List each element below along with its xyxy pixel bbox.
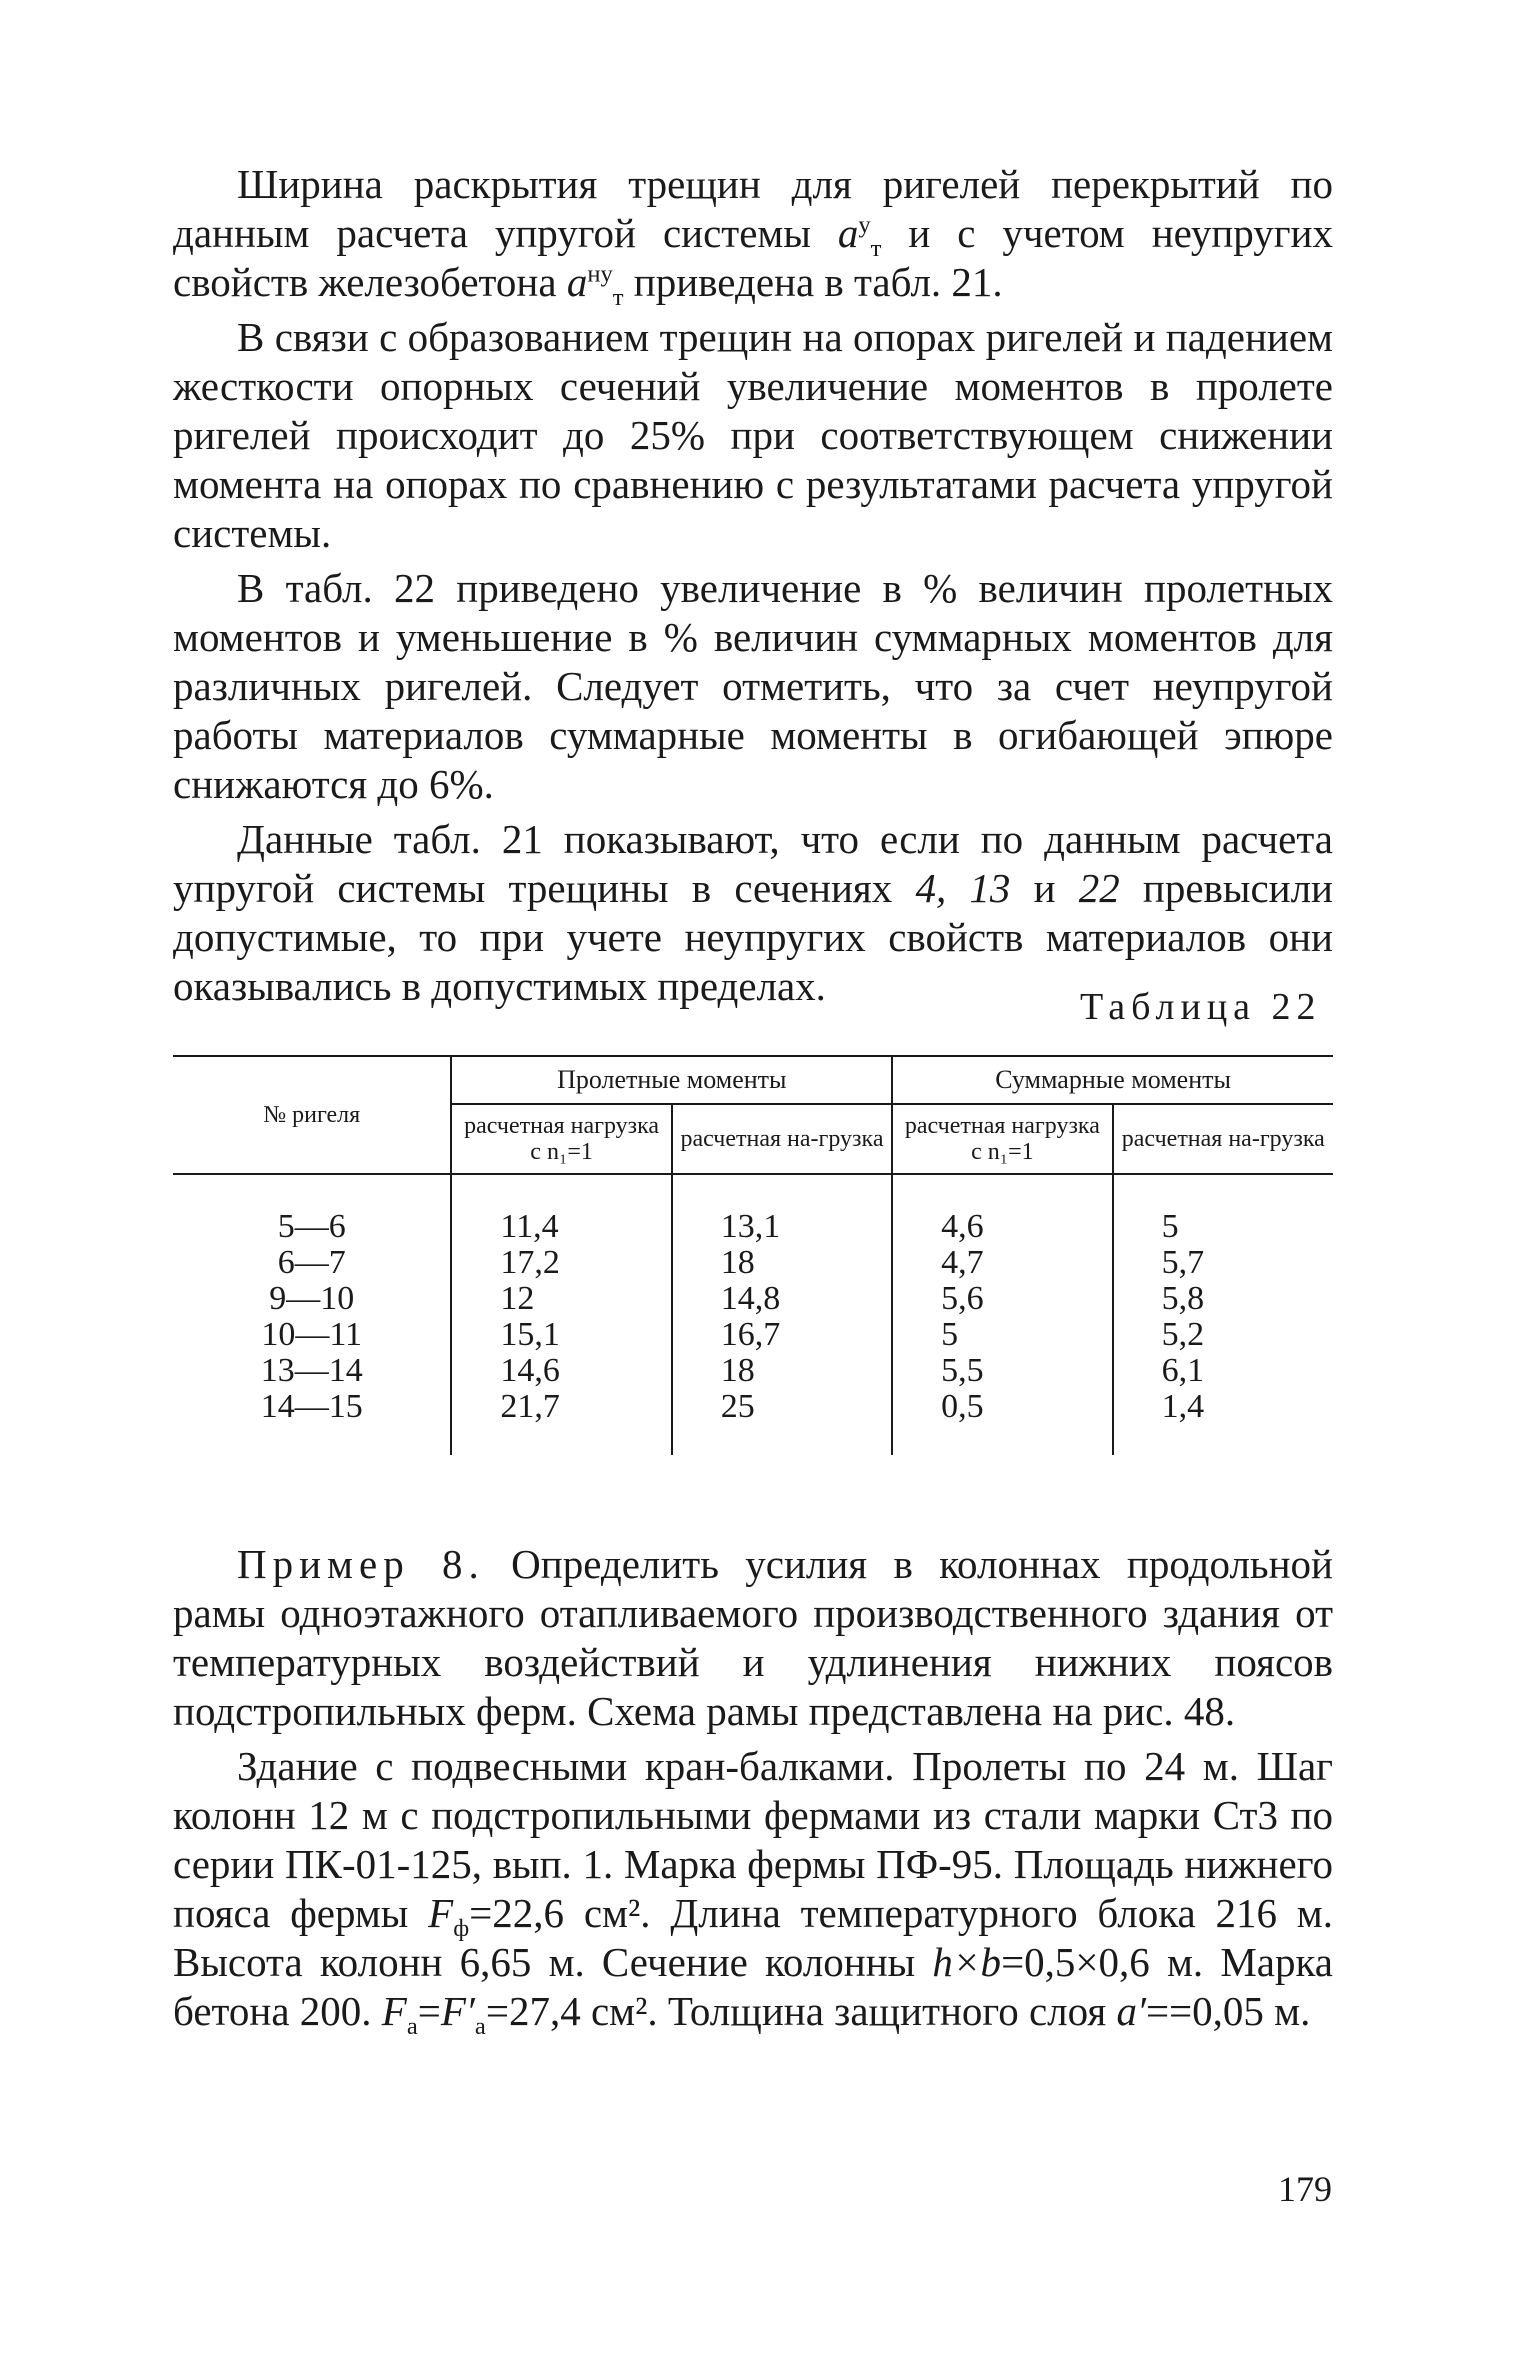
value-cell: 16,7 (672, 1317, 892, 1353)
value-cell: 5,5 (892, 1353, 1112, 1389)
data-table (173, 1055, 1333, 1455)
value-cell: 5,2 (1113, 1317, 1333, 1353)
row-label-cell: 5—6 (277, 1208, 346, 1245)
value-cell: 15,1 (451, 1317, 671, 1353)
table-row (173, 1174, 1333, 1245)
value-cell: 5,8 (1113, 1281, 1333, 1317)
header-sub-3: расчетная нагрузка с n₁=1 (892, 1104, 1112, 1174)
paragraph-3: В табл. 22 приведено увеличение в % величин пролетных моментов и уменьшение в % величин суммарных моментов для различных ригелей. Следует отметить, что за счет неупругой работы материалов суммарные моменты в огибающей эпюре снижаются до 6%. (173, 565, 1333, 807)
value-cell: 18 (672, 1245, 892, 1281)
value-cell: 14,8 (672, 1281, 892, 1317)
header-sub-1: расчетная нагрузка с n₁=1 (451, 1104, 671, 1174)
text-top (173, 160, 1333, 1011)
value-cell: 18 (672, 1353, 892, 1389)
paragraph-4: Данные табл. 21 показывают, что если по данным расчета упругой системы трещины в сечениях 4, 13 и 22 превысили допустимые, то при учете неупругих свойств материалов они оказывались в допустимых пределах. (173, 816, 1333, 1009)
row-label-cell: 14—15 (260, 1388, 363, 1425)
table-header-row-1 (173, 1056, 1333, 1104)
table-row (173, 1389, 1333, 1455)
value-cell: 25 (672, 1389, 892, 1455)
value-cell: 5 (892, 1317, 1112, 1353)
value-cell: 5,7 (1113, 1245, 1333, 1281)
header-sub-4: расчетная на-грузка (1113, 1104, 1333, 1174)
header-group-total-moments: Суммарные моменты (892, 1056, 1333, 1104)
value-cell: 14,6 (451, 1353, 671, 1389)
value-cell: 12 (451, 1281, 671, 1317)
page-number: 179 (1278, 2169, 1332, 2209)
paragraph-2: В связи с образованием трещин на опорах ригелей и падением жесткости опорных сечений увеличение моментов в пролете ригелей происходит до 25% при соответствующем снижении момента на опорах по сравнению с результатами расчета упругой системы. (173, 314, 1333, 556)
table-caption: Таблица 22 (1080, 986, 1322, 1028)
header-group-span-moments: Пролетные моменты (451, 1056, 892, 1104)
table-row (173, 1281, 1333, 1317)
value-cell: 1,4 (1113, 1389, 1333, 1455)
table-body (173, 1174, 1333, 1455)
value-cell: 0,5 (892, 1389, 1112, 1455)
example-lead: Пример 8. (237, 1541, 485, 1587)
row-label-cell: 13—14 (260, 1352, 363, 1389)
paragraph-1: Ширина раскрытия трещин для ригелей перекрытий по данным расчета упругой системы $a^у_т$ и с учетом неупругих свойств железобетона $a^{ну}_т$ приведена в табл. 21. (173, 161, 1333, 312)
value-cell: 17,2 (451, 1245, 671, 1281)
paragraph-5: Пример 8. Определить усилия в колоннах продольной рамы одноэтажного отапливаемого производственного здания от температурных воздействий и удлинения нижних поясов подстропильных ферм. Схема рамы представлена на рис. 48. (173, 1541, 1334, 1734)
value-cell: 5 (1113, 1174, 1333, 1245)
table-row (173, 1317, 1333, 1353)
table-row (173, 1245, 1333, 1281)
text-bottom (173, 1540, 1334, 2041)
row-label-cell: 10—11 (261, 1316, 363, 1353)
value-cell: 11,4 (451, 1174, 671, 1245)
row-label-cell: 9—10 (269, 1280, 355, 1317)
paragraph-6: Здание с подвесными кран-балками. Пролеты по 24 м. Шаг колонн 12 м с подстропильными фермами из стали марки Ст3 по серии ПК-01-125, вып. 1. Марка фермы ПФ-95. Площадь нижнего пояса фермы $F_ф=22,6$ см². Длина температурного блока 216 м. Высота колонн 6,65 м. Сечение колонны h×b=0,5×0,6 м. Марка бетона 200. $F_а=F'_а=27,4$ см². Толщина защитного слоя a′==0,05 м. (173, 1743, 1333, 2041)
header-sub-2: расчетная на-грузка (672, 1104, 892, 1174)
row-label-cell: 6—7 (277, 1244, 346, 1281)
value-cell: 13,1 (672, 1174, 892, 1245)
value-cell: 6,1 (1113, 1353, 1333, 1389)
value-cell: 4,6 (892, 1174, 1112, 1245)
table-row (173, 1353, 1333, 1389)
value-cell: 4,7 (892, 1245, 1112, 1281)
value-cell: 21,7 (451, 1389, 671, 1455)
header-row-label: № ригеля (173, 1056, 451, 1174)
value-cell: 5,6 (892, 1281, 1112, 1317)
